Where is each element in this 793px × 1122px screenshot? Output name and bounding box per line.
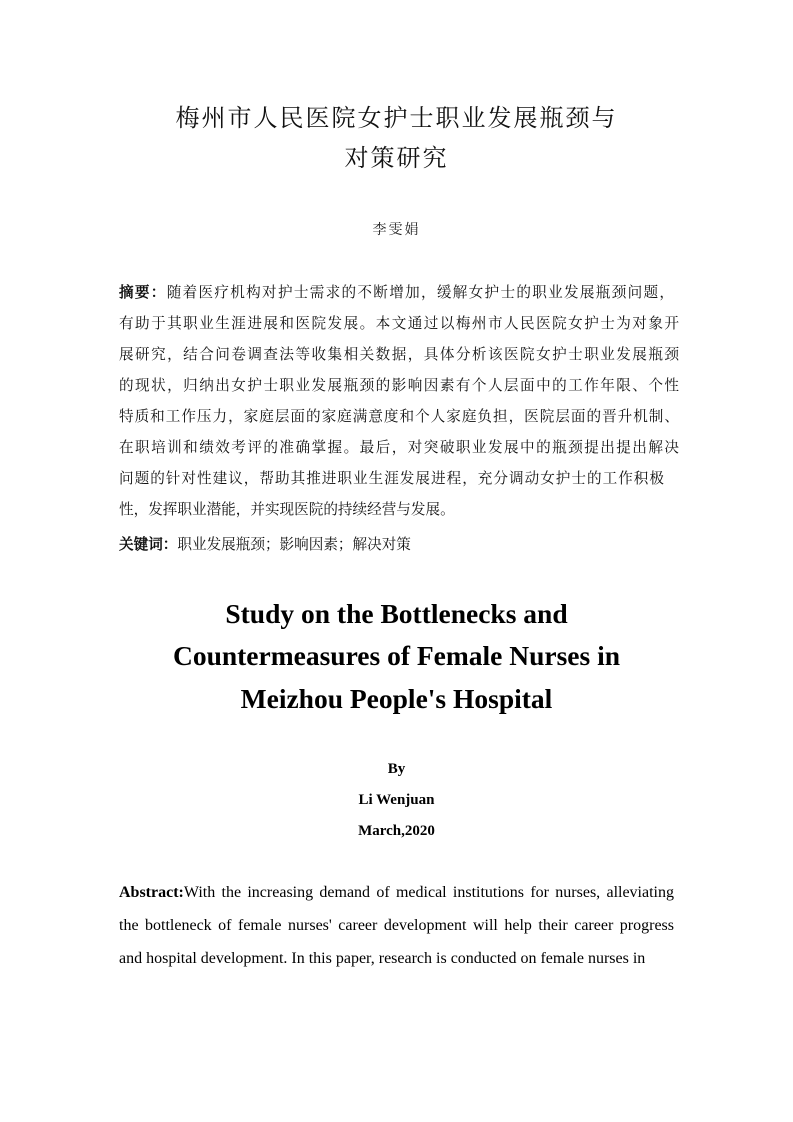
english-abstract-line: and hospital development. In this paper, research is conducted on female nurses in	[119, 950, 646, 967]
chinese-abstract-line: 特质和工作压力，家庭层面的家庭满意度和个人家庭负担，医院层面的晋升机制、	[119, 408, 679, 425]
english-abstract-line: Abstract:With the increasing demand of medical institutions for nurses, alleviating	[119, 884, 674, 901]
english-abstract-label: Abstract:	[119, 884, 184, 901]
chinese-keywords-label: 关键词：	[119, 536, 178, 553]
english-abstract-line: the bottleneck of female nurses' career development will help their career progress	[119, 917, 674, 934]
chinese-abstract-line: 在职培训和绩效考评的准确掌握。最后，对突破职业发展中的瓶颈提出提出解决	[119, 439, 679, 456]
english-title-line-2: Countermeasures of Female Nurses in	[172, 640, 621, 671]
english-by: By	[387, 761, 406, 777]
chinese-abstract-line: 性，发挥职业潜能，并实现医院的持续经营与发展。	[119, 501, 455, 518]
english-title-line-3: Meizhou People's Hospital	[240, 683, 553, 714]
chinese-author: 李雯娟	[372, 222, 421, 238]
chinese-keywords	[119, 535, 679, 555]
english-author: Li Wenjuan	[358, 792, 435, 808]
chinese-keywords-value: 职业发展瓶颈；影响因素；解决对策	[177, 536, 411, 553]
chinese-title-line-1: 梅州市人民医院女护士职业发展瓶颈与	[175, 104, 618, 132]
chinese-abstract-line: 的现状，归纳出女护士职业发展瓶颈的影响因素有个人层面中的工作年限、个性	[119, 377, 679, 394]
chinese-abstract-label: 摘要：	[119, 284, 167, 301]
chinese-abstract-line: 摘要：随着医疗机构对护士需求的不断增加，缓解女护士的职业发展瓶颈问题，	[119, 284, 674, 301]
english-date: March,2020	[358, 823, 435, 839]
chinese-title-line-2: 对策研究	[344, 144, 449, 172]
chinese-abstract-line: 有助于其职业生涯进展和医院发展。本文通过以梅州市人民医院女护士为对象开	[119, 315, 679, 332]
chinese-abstract-line: 展研究，结合问卷调查法等收集相关数据，具体分析该医院女护士职业发展瓶颈	[119, 346, 679, 363]
chinese-abstract-line: 问题的针对性建议，帮助其推进职业生涯发展进程，充分调动女护士的工作积极	[119, 470, 664, 487]
english-title-line-1: Study on the Bottlenecks and	[225, 598, 568, 629]
